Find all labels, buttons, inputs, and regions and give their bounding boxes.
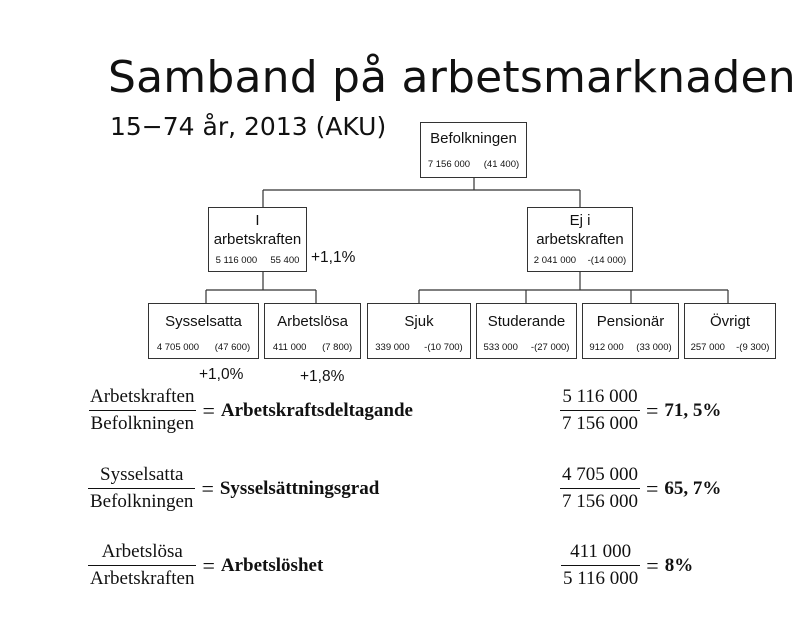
node-label: Ej i arbetskraften: [536, 212, 624, 248]
node-label: Pensionär: [596, 313, 665, 330]
fraction: [88, 541, 196, 590]
pct-employed: +1,0%: [199, 366, 244, 383]
equals-sign: =: [646, 475, 659, 501]
node-value: 339 000: [375, 342, 410, 353]
node-value: 7 156 000: [427, 159, 471, 170]
node-value: 533 000: [483, 342, 518, 353]
calc-result: 8%: [664, 554, 694, 576]
node-label: Arbetslösa: [277, 313, 348, 330]
node-value: 4 705 000: [156, 342, 200, 353]
node-change: (47 600): [214, 342, 251, 353]
fraction-numerator: Arbetskraften: [90, 386, 195, 407]
fraction-denominator: 7 156 000: [560, 488, 640, 513]
node-sjuk: [367, 303, 471, 359]
node-arbetslosa: [264, 303, 361, 359]
node-befolkningen: [420, 122, 527, 178]
fraction-numerator: Sysselsatta: [100, 464, 184, 485]
calc-employment-rate: [560, 464, 721, 513]
node-change: 55 400: [270, 255, 300, 266]
fraction-numerator: 5 116 000: [562, 386, 638, 407]
node-label: Sysselsatta: [165, 313, 242, 330]
node-change: (41 400): [483, 159, 520, 170]
calc-result: 71, 5%: [664, 399, 722, 421]
fraction-denominator: Befolkningen: [89, 410, 196, 435]
fraction-numerator: Arbetslösa: [101, 541, 183, 562]
page-subtitle: 15−74 år, 2013 (AKU): [110, 112, 387, 141]
fraction: [88, 386, 196, 435]
node-ej-i-arbetskraften: [527, 207, 633, 272]
node-change: -(10 700): [424, 342, 463, 353]
equals-sign: =: [201, 475, 214, 501]
node-value: 257 000: [690, 342, 725, 353]
equals-sign: =: [646, 397, 659, 423]
calc-result: 65, 7%: [664, 477, 722, 499]
formula-name: Arbetskraftsdeltagande: [220, 399, 413, 421]
node-value: 912 000: [589, 342, 624, 353]
equals-sign: =: [202, 552, 215, 578]
fraction-denominator: 5 116 000: [561, 565, 640, 590]
node-change: (7 800): [322, 342, 353, 353]
calc-unemployment: [561, 541, 693, 590]
formula-name: Arbetslöshet: [220, 554, 324, 576]
formula-participation: [88, 386, 413, 435]
node-label: I arbetskraften: [213, 212, 302, 248]
equals-sign: =: [202, 397, 215, 423]
formula-name: Sysselsättningsgrad: [219, 477, 380, 499]
fraction-numerator: 411 000: [570, 541, 632, 562]
fraction: [560, 464, 640, 513]
node-pensionar: [582, 303, 679, 359]
node-label: Sjuk: [404, 313, 434, 330]
fraction: [561, 541, 640, 590]
node-value: 5 116 000: [215, 255, 258, 266]
node-change: (33 000): [636, 342, 672, 353]
fraction-denominator: Arbetskraften: [88, 565, 196, 590]
equals-sign: =: [646, 552, 659, 578]
node-i-arbetskraften: [208, 207, 307, 272]
node-label: Befolkningen: [430, 130, 517, 147]
page-title: Samband på arbetsmarknaden: [108, 52, 796, 103]
node-sysselsatta: [148, 303, 259, 359]
node-change: -(14 000): [587, 255, 627, 266]
node-label: Studerande: [487, 313, 566, 330]
formula-employment-rate: [88, 464, 379, 513]
fraction: [560, 386, 640, 435]
node-label: Övrigt: [709, 313, 750, 330]
node-change: -(27 000): [530, 342, 570, 353]
fraction: [88, 464, 195, 513]
node-value: 2 041 000: [533, 255, 577, 266]
node-value: 411 000: [272, 342, 307, 353]
node-studerande: [476, 303, 577, 359]
pct-labour-force: +1,1%: [311, 249, 356, 266]
pct-unemployed: +1,8%: [300, 368, 345, 385]
formula-unemployment: [88, 541, 323, 590]
node-change: -(9 300): [736, 342, 770, 353]
fraction-numerator: 4 705 000: [562, 464, 638, 485]
node-ovrigt: [684, 303, 776, 359]
fraction-denominator: 7 156 000: [560, 410, 640, 435]
calc-participation: [560, 386, 721, 435]
fraction-denominator: Befolkningen: [88, 488, 195, 513]
